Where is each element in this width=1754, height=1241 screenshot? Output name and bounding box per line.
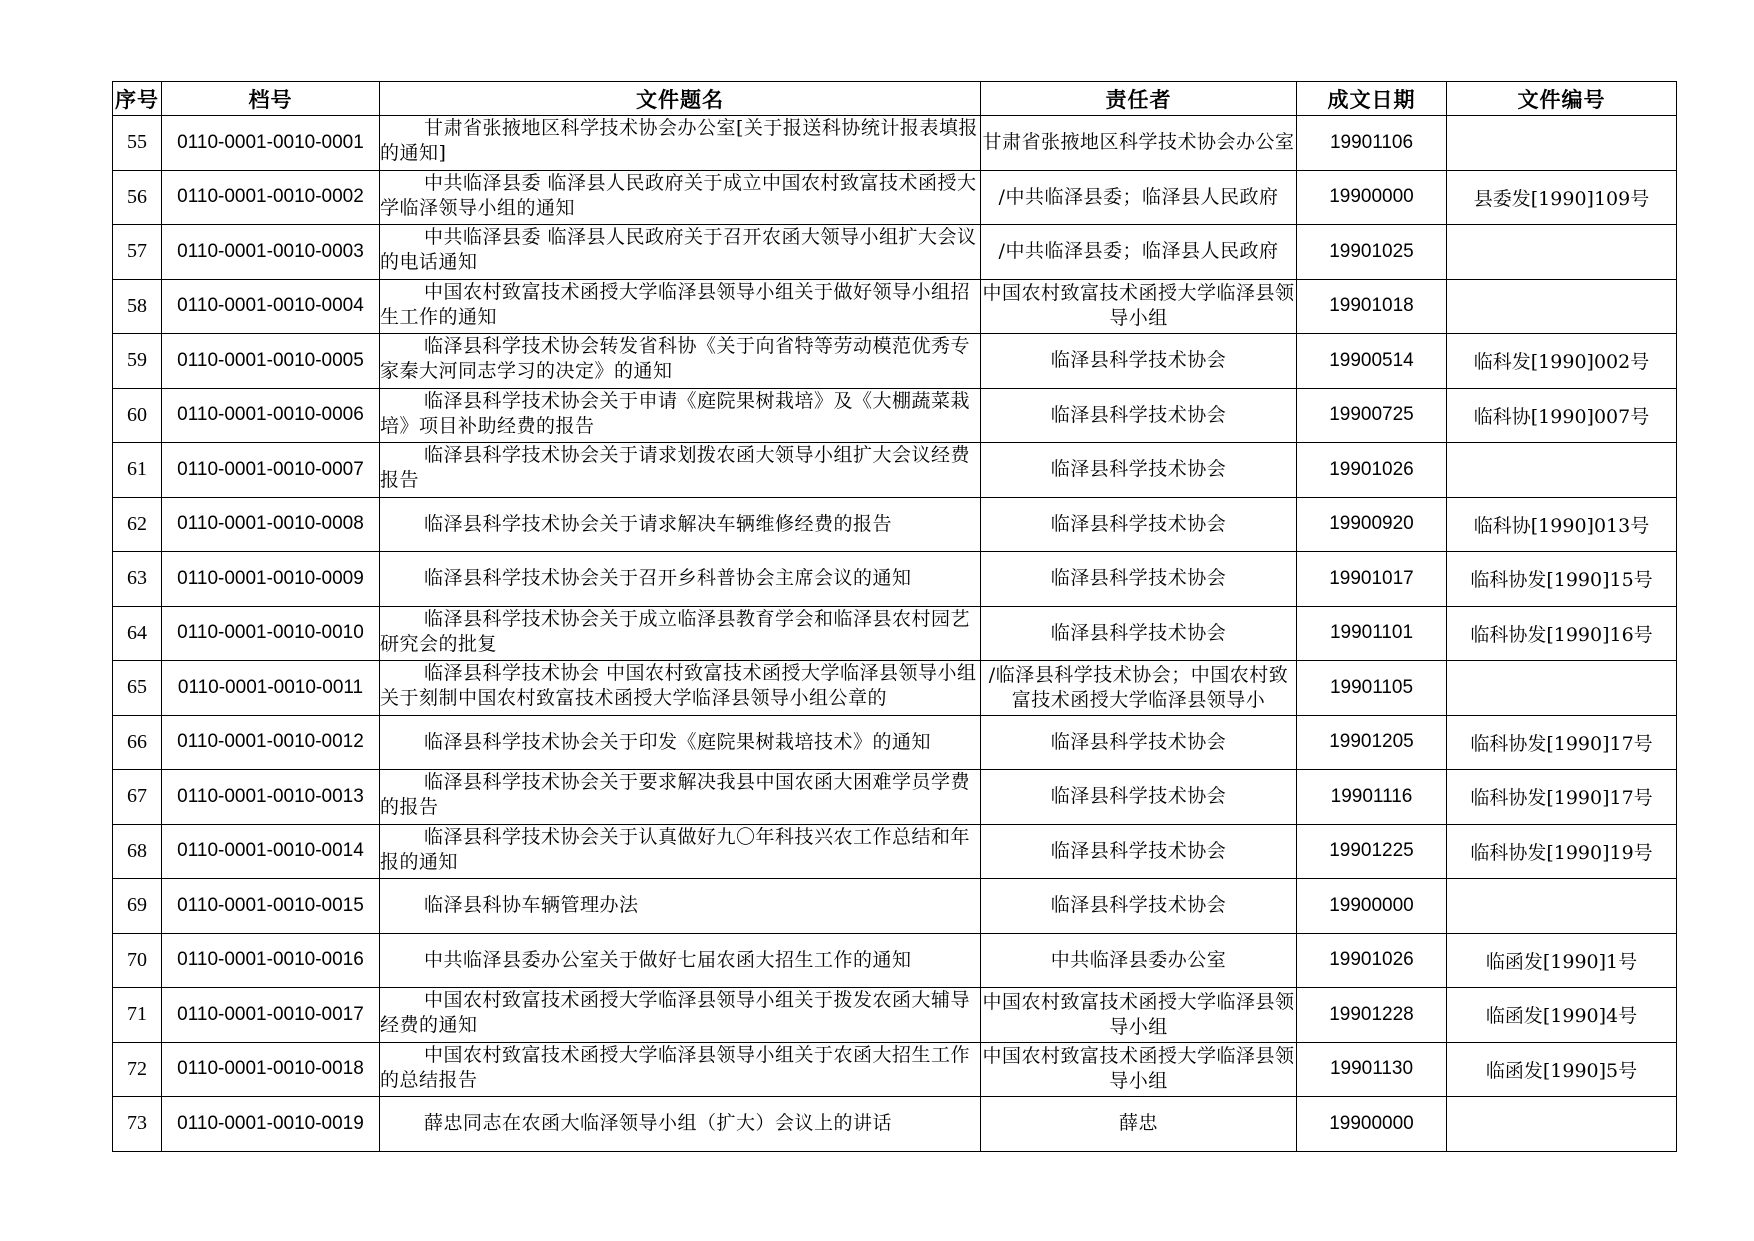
table-row	[113, 824, 1677, 879]
responsible-text: 临泽县科学技术协会	[1050, 403, 1227, 426]
table-row	[113, 1097, 1677, 1152]
cell-archive-no: 0110-0001-0010-0001	[162, 116, 380, 171]
cell-seq: 69	[113, 879, 162, 934]
cell-title	[380, 170, 981, 225]
cell-seq: 62	[113, 497, 162, 552]
cell-seq: 66	[113, 715, 162, 770]
cell-doc-no: 临函发[1990]4号	[1447, 988, 1677, 1043]
table-row	[113, 225, 1677, 280]
cell-title-wrap	[380, 443, 980, 493]
responsible-text: 临泽县科学技术协会	[1050, 894, 1227, 917]
cell-archive-no: 0110-0001-0010-0010	[162, 606, 380, 661]
cell-responsible	[981, 225, 1297, 280]
cell-archive-no: 0110-0001-0010-0011	[162, 661, 380, 716]
table-row	[113, 770, 1677, 825]
cell-doc-no	[1447, 279, 1677, 334]
cell-title-wrap	[380, 566, 980, 591]
cell-title	[380, 116, 981, 171]
cell-date: 19900000	[1297, 879, 1447, 934]
title-text: 临泽县科学技术协会关于请求解决车辆维修经费的报告	[424, 512, 893, 535]
table-row	[113, 170, 1677, 225]
cell-responsible	[981, 606, 1297, 661]
table-row	[113, 552, 1677, 607]
cell-title-wrap	[380, 661, 980, 711]
table-row	[113, 1042, 1677, 1097]
cell-title	[380, 225, 981, 280]
cell-seq: 61	[113, 443, 162, 498]
table-row	[113, 988, 1677, 1043]
cell-doc-no: 临科协发[1990]16号	[1447, 606, 1677, 661]
cell-title	[380, 879, 981, 934]
title-text: 临泽县科学技术协会关于申请《庭院果树栽培》及《大棚蔬菜栽培》项目补助经费的报告	[380, 389, 971, 437]
cell-doc-no	[1447, 661, 1677, 716]
header-doc-no: 文件编号	[1447, 82, 1677, 116]
cell-title-wrap	[380, 770, 980, 820]
table-row	[113, 497, 1677, 552]
cell-seq: 63	[113, 552, 162, 607]
cell-title	[380, 443, 981, 498]
cell-responsible	[981, 388, 1297, 443]
title-text: 中共临泽县委办公室关于做好七届农函大招生工作的通知	[424, 948, 912, 971]
cell-seq: 59	[113, 334, 162, 389]
cell-date: 19901205	[1297, 715, 1447, 770]
cell-title	[380, 1042, 981, 1097]
header-row	[113, 82, 1677, 116]
cell-doc-no	[1447, 116, 1677, 171]
cell-doc-no: 临函发[1990]1号	[1447, 933, 1677, 988]
title-text: 临泽县科学技术协会关于请求划拨农函大领导小组扩大会议经费报告	[380, 444, 971, 491]
cell-date: 19901018	[1297, 279, 1447, 334]
cell-archive-no: 0110-0001-0010-0019	[162, 1097, 380, 1152]
cell-title	[380, 388, 981, 443]
table-row	[113, 715, 1677, 770]
responsible-text: 中共临泽县委办公室	[1050, 948, 1227, 971]
cell-responsible	[981, 552, 1297, 607]
cell-seq: 73	[113, 1097, 162, 1152]
cell-date: 19901017	[1297, 552, 1447, 607]
cell-archive-no: 0110-0001-0010-0004	[162, 279, 380, 334]
cell-archive-no: 0110-0001-0010-0018	[162, 1042, 380, 1097]
cell-seq: 70	[113, 933, 162, 988]
cell-responsible	[981, 715, 1297, 770]
title-text: 甘肃省张掖地区科学技术协会办公室[关于报送科协统计报表填报的通知]	[380, 117, 978, 164]
responsible-text: /临泽县科学技术协会；中国农村致富技术函授大学临泽县领导小	[988, 663, 1289, 711]
title-text: 临泽县科学技术协会 中国农村致富技术函授大学临泽县领导小组关于刻制中国农村致富技术函授大学临泽县领导小组公章的	[380, 662, 977, 709]
table-row	[113, 334, 1677, 389]
title-text: 中国农村致富技术函授大学临泽县领导小组关于做好领导小组招生工作的通知	[380, 280, 971, 328]
cell-title-wrap	[380, 334, 980, 384]
title-text: 中国农村致富技术函授大学临泽县领导小组关于农函大招生工作的总结报告	[380, 1043, 971, 1091]
responsible-text: 中国农村致富技术函授大学临泽县领导小组	[982, 1045, 1295, 1093]
cell-responsible	[981, 879, 1297, 934]
responsible-text: 临泽县科学技术协会	[1050, 621, 1227, 644]
cell-date: 19901026	[1297, 443, 1447, 498]
cell-date: 19901105	[1297, 661, 1447, 716]
title-text: 中共临泽县委 临泽县人民政府关于召开农函大领导小组扩大会议的电话通知	[380, 226, 977, 273]
cell-responsible	[981, 770, 1297, 825]
cell-title	[380, 334, 981, 389]
table-row	[113, 388, 1677, 443]
cell-doc-no: 临科协[1990]007号	[1447, 388, 1677, 443]
responsible-text: /中共临泽县委；临泽县人民政府	[998, 185, 1279, 208]
cell-seq: 71	[113, 988, 162, 1043]
cell-seq: 57	[113, 225, 162, 280]
cell-seq: 58	[113, 279, 162, 334]
cell-doc-no: 临科协发[1990]17号	[1447, 770, 1677, 825]
cell-seq: 65	[113, 661, 162, 716]
cell-title-wrap	[380, 948, 980, 973]
cell-archive-no: 0110-0001-0010-0007	[162, 443, 380, 498]
responsible-text: 临泽县科学技术协会	[1050, 567, 1227, 590]
header-date: 成文日期	[1297, 82, 1447, 116]
cell-title-wrap	[380, 730, 980, 755]
cell-responsible	[981, 988, 1297, 1043]
table-row	[113, 443, 1677, 498]
cell-responsible	[981, 1097, 1297, 1152]
table-row	[113, 879, 1677, 934]
header-seq: 序号	[113, 82, 162, 116]
cell-date: 19900725	[1297, 388, 1447, 443]
cell-title-wrap	[380, 225, 980, 275]
cell-doc-no: 临科协发[1990]17号	[1447, 715, 1677, 770]
cell-responsible	[981, 279, 1297, 334]
title-text: 薛忠同志在农函大临泽领导小组（扩大）会议上的讲话	[424, 1112, 893, 1135]
cell-archive-no: 0110-0001-0010-0003	[162, 225, 380, 280]
cell-title-wrap	[380, 116, 980, 166]
cell-title-wrap	[380, 988, 980, 1038]
cell-doc-no: 临科协发[1990]15号	[1447, 552, 1677, 607]
cell-seq: 56	[113, 170, 162, 225]
cell-title-wrap	[380, 1111, 980, 1136]
cell-seq: 55	[113, 116, 162, 171]
cell-responsible	[981, 824, 1297, 879]
cell-archive-no: 0110-0001-0010-0013	[162, 770, 380, 825]
responsible-text: 临泽县科学技术协会	[1050, 839, 1227, 862]
title-text: 中共临泽县委 临泽县人民政府关于成立中国农村致富技术函授大学临泽领导小组的通知	[380, 171, 977, 219]
cell-archive-no: 0110-0001-0010-0017	[162, 988, 380, 1043]
cell-seq: 64	[113, 606, 162, 661]
cell-date: 19901025	[1297, 225, 1447, 280]
cell-title-wrap	[380, 1043, 980, 1093]
cell-title-wrap	[380, 893, 980, 918]
cell-archive-no: 0110-0001-0010-0016	[162, 933, 380, 988]
cell-title	[380, 824, 981, 879]
cell-responsible	[981, 1042, 1297, 1097]
cell-archive-no: 0110-0001-0010-0002	[162, 170, 380, 225]
cell-archive-no: 0110-0001-0010-0006	[162, 388, 380, 443]
cell-title	[380, 552, 981, 607]
responsible-text: /中共临泽县委；临泽县人民政府	[998, 240, 1279, 263]
header-responsible: 责任者	[981, 82, 1297, 116]
cell-doc-no: 县委发[1990]109号	[1447, 170, 1677, 225]
cell-archive-no: 0110-0001-0010-0008	[162, 497, 380, 552]
cell-title	[380, 279, 981, 334]
cell-title	[380, 770, 981, 825]
cell-seq: 67	[113, 770, 162, 825]
cell-responsible	[981, 116, 1297, 171]
cell-title	[380, 988, 981, 1043]
cell-date: 19901106	[1297, 116, 1447, 171]
cell-title-wrap	[380, 825, 980, 875]
cell-title	[380, 661, 981, 716]
cell-date: 19901225	[1297, 824, 1447, 879]
table-row	[113, 606, 1677, 661]
cell-archive-no: 0110-0001-0010-0012	[162, 715, 380, 770]
cell-date: 19900920	[1297, 497, 1447, 552]
cell-responsible	[981, 933, 1297, 988]
cell-title-wrap	[380, 171, 980, 221]
cell-date: 19900000	[1297, 170, 1447, 225]
responsible-text: 临泽县科学技术协会	[1050, 458, 1227, 481]
cell-doc-no: 临函发[1990]5号	[1447, 1042, 1677, 1097]
cell-doc-no	[1447, 443, 1677, 498]
cell-seq: 72	[113, 1042, 162, 1097]
cell-title-wrap	[380, 389, 980, 439]
cell-date: 19901116	[1297, 770, 1447, 825]
table-row	[113, 116, 1677, 171]
title-text: 临泽县科协车辆管理办法	[424, 894, 639, 917]
table-body	[113, 116, 1677, 1152]
cell-doc-no	[1447, 225, 1677, 280]
cell-title	[380, 606, 981, 661]
cell-responsible	[981, 170, 1297, 225]
responsible-text: 临泽县科学技术协会	[1050, 349, 1227, 372]
title-text: 临泽县科学技术协会关于要求解决我县中国农函大困难学员学费的报告	[380, 771, 971, 818]
title-text: 中国农村致富技术函授大学临泽县领导小组关于拨发农函大辅导经费的通知	[380, 989, 971, 1036]
title-text: 临泽县科学技术协会转发省科协《关于向省特等劳动模范优秀专家秦大河同志学习的决定》的通知	[380, 335, 971, 382]
cell-responsible	[981, 497, 1297, 552]
cell-date: 19900514	[1297, 334, 1447, 389]
archive-catalog-table	[112, 81, 1677, 1152]
responsible-text: 临泽县科学技术协会	[1050, 730, 1227, 753]
header-archive-no: 档号	[162, 82, 380, 116]
cell-date: 19900000	[1297, 1097, 1447, 1152]
header-title: 文件题名	[380, 82, 981, 116]
cell-title	[380, 715, 981, 770]
cell-title-wrap	[380, 280, 980, 330]
cell-archive-no: 0110-0001-0010-0009	[162, 552, 380, 607]
cell-date: 19901228	[1297, 988, 1447, 1043]
cell-seq: 60	[113, 388, 162, 443]
responsible-text: 中国农村致富技术函授大学临泽县领导小组	[982, 282, 1295, 330]
cell-date: 19901026	[1297, 933, 1447, 988]
responsible-text: 中国农村致富技术函授大学临泽县领导小组	[982, 990, 1295, 1038]
cell-title	[380, 497, 981, 552]
cell-archive-no: 0110-0001-0010-0015	[162, 879, 380, 934]
cell-responsible	[981, 334, 1297, 389]
title-text: 临泽县科学技术协会关于成立临泽县教育学会和临泽县农村园艺研究会的批复	[380, 607, 971, 655]
cell-title-wrap	[380, 512, 980, 537]
cell-title	[380, 933, 981, 988]
responsible-text: 临泽县科学技术协会	[1050, 785, 1227, 808]
cell-doc-no	[1447, 1097, 1677, 1152]
table-row	[113, 279, 1677, 334]
cell-doc-no: 临科协发[1990]19号	[1447, 824, 1677, 879]
cell-title	[380, 1097, 981, 1152]
responsible-text: 薛忠	[1118, 1112, 1158, 1135]
title-text: 临泽县科学技术协会关于召开乡科普协会主席会议的通知	[424, 567, 912, 590]
cell-date: 19901130	[1297, 1042, 1447, 1097]
title-text: 临泽县科学技术协会关于印发《庭院果树栽培技术》的通知	[424, 730, 932, 753]
cell-doc-no	[1447, 879, 1677, 934]
table-row	[113, 933, 1677, 988]
cell-responsible	[981, 443, 1297, 498]
cell-seq: 68	[113, 824, 162, 879]
cell-archive-no: 0110-0001-0010-0005	[162, 334, 380, 389]
title-text: 临泽县科学技术协会关于认真做好九〇年科技兴农工作总结和年报的通知	[380, 825, 971, 873]
cell-title-wrap	[380, 607, 980, 657]
cell-responsible	[981, 661, 1297, 716]
cell-doc-no: 临科发[1990]002号	[1447, 334, 1677, 389]
responsible-text: 临泽县科学技术协会	[1050, 512, 1227, 535]
responsible-text: 甘肃省张掖地区科学技术协会办公室	[982, 131, 1295, 154]
table-row	[113, 661, 1677, 716]
cell-archive-no: 0110-0001-0010-0014	[162, 824, 380, 879]
cell-doc-no: 临科协[1990]013号	[1447, 497, 1677, 552]
cell-date: 19901101	[1297, 606, 1447, 661]
